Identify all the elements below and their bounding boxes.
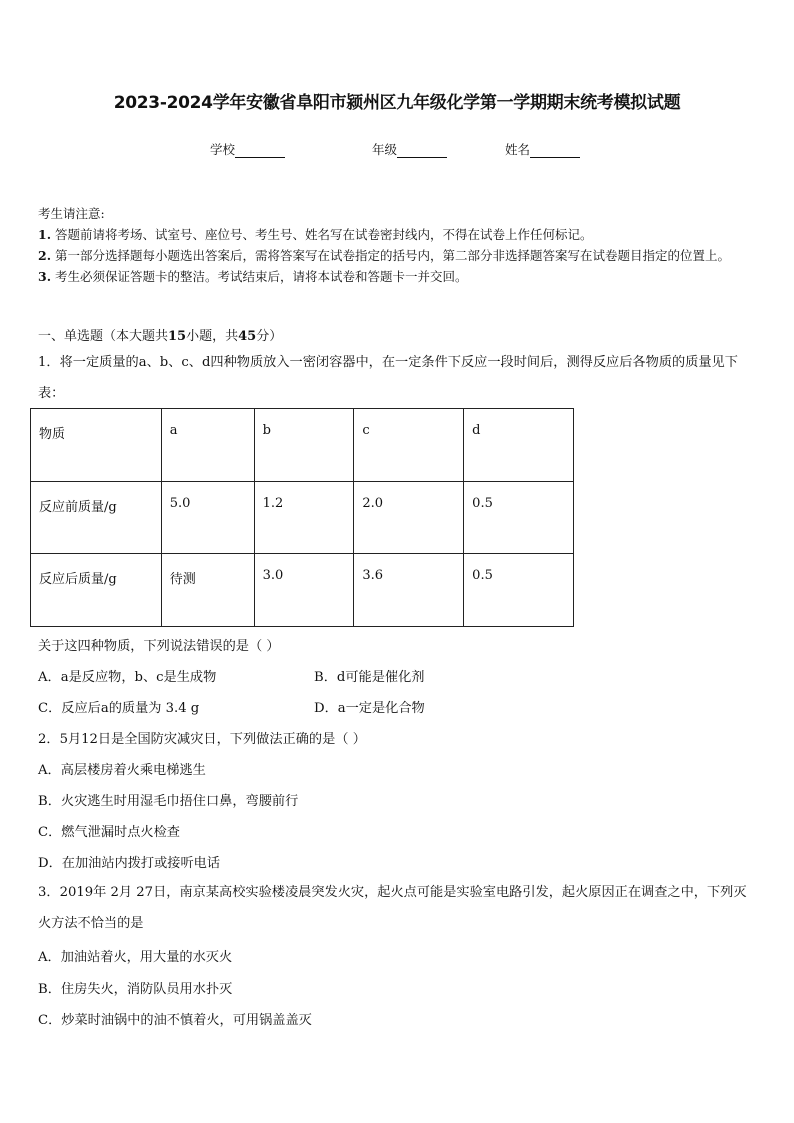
table-cell: 反应后质量/g [31, 554, 162, 627]
q2-option-c: C．燃气泄漏时点火检查 [38, 825, 180, 840]
table-cell: 反应前质量/g [31, 481, 162, 554]
q2-stem: 2．5月12日是全国防灾减灾日，下列做法正确的是（ ） [38, 732, 366, 747]
q3-option-b: B．住房失火，消防队员用水扑灭 [38, 982, 233, 997]
table-cell: 物质 [31, 409, 162, 482]
q3-stem: 3．2019年 2月 27日，南京某高校实验楼凌晨突发火灾，起火点可能是实验室电路引发，起火原因正在调查之中，下列灭火方法不恰当的是 [38, 885, 747, 931]
q3-option-c: C．炒菜时油锅中的油不慎着火，可用锅盖盖灭 [38, 1013, 312, 1028]
q1-question: 关于这四种物质，下列说法错误的是（ ） [38, 639, 280, 654]
grade-field [372, 140, 447, 158]
table-cell: 3.0 [254, 554, 354, 627]
table-row [31, 554, 574, 627]
table-header-row [31, 409, 574, 482]
school-field [210, 140, 285, 158]
notice-item: 1. 答题前请将考场、试室号、座位号、考生号、姓名写在试卷密封线内，不得在试卷上作任何标记。 [38, 227, 593, 242]
table-cell: 0.5 [464, 554, 574, 627]
table-cell: 5.0 [161, 481, 254, 554]
table-cell: 2.0 [354, 481, 464, 554]
table-cell: d [464, 409, 574, 482]
q3-option-a: A．加油站着火，用大量的水灭火 [38, 950, 233, 965]
name-label: 姓名 [505, 142, 531, 157]
q1-stem: 1．将一定质量的a、b、c、d四种物质放入一密闭容器中，在一定条件下反应一段时间后，测得反应后各物质的质量见下表： [38, 355, 738, 401]
q2-option-d: D．在加油站内拨打或接听电话 [38, 856, 221, 871]
q1-option-d: D．a一定是化合物 [314, 701, 425, 716]
grade-label: 年级 [372, 142, 398, 157]
table-cell: 3.6 [354, 554, 464, 627]
table-cell: c [354, 409, 464, 482]
q1-option-b: B．d可能是催化剂 [314, 670, 425, 685]
school-label: 学校 [210, 142, 236, 157]
page-title: 2023-2024学年安徽省阜阳市颍州区九年级化学第一学期期末统考模拟试题 [113, 93, 681, 113]
table-row [31, 481, 574, 554]
table-cell: 待测 [161, 554, 254, 627]
q1-option-c: C．反应后a的质量为 3.4 g [38, 701, 200, 716]
table-cell: 1.2 [254, 481, 354, 554]
q2-option-b: B．火灾逃生时用湿毛巾捂住口鼻，弯腰前行 [38, 794, 299, 809]
notice-item: 2. 第一部分选择题每小题选出答案后，需将答案写在试卷指定的括号内，第二部分非选择题答案写在试卷题目指定的位置上。 [38, 248, 731, 263]
notice-heading: 考生请注意: [38, 206, 105, 221]
q1-option-a: A．a是反应物，b、c是生成物 [38, 670, 217, 685]
notice-item: 3. 考生必须保证答题卡的整洁。考试结束后，请将本试卷和答题卡一并交回。 [38, 269, 468, 284]
mass-table [30, 408, 574, 627]
exam-notice [38, 203, 760, 287]
table-cell: a [161, 409, 254, 482]
grade-blank [397, 145, 447, 158]
q2-option-a: A．高层楼房着火乘电梯逃生 [38, 763, 206, 778]
table-cell: 0.5 [464, 481, 574, 554]
name-blank [530, 145, 580, 158]
name-field [505, 140, 580, 158]
section-heading: 一、单选题（本大题共15小题，共45分） [38, 329, 283, 344]
table-cell: b [254, 409, 354, 482]
school-blank [235, 145, 285, 158]
